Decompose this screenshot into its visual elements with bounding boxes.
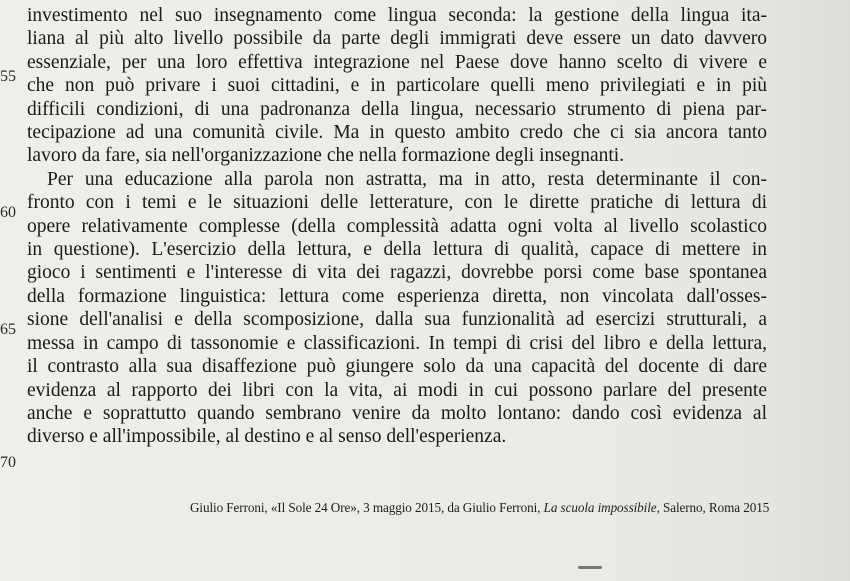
text-line: sione dell'analisi e della scomposizione, dalla sua funzionalità ad esercizi strutturali, a (27, 309, 767, 331)
text-line: della formazione linguistica: lettura come esperienza diretta, non vincolata dall'osses- (27, 285, 767, 307)
citation-book-title: La scuola impossibile (543, 500, 657, 515)
text-line: opere relativamente complesse (della complessità adatta ogni volta al livello scolastico (27, 215, 767, 237)
source-citation (190, 500, 770, 516)
text-line: Per una educazione alla parola non astratta, ma in atto, resta determinante il con- (47, 168, 767, 190)
text-line: il contrasto alla sua disaffezione può giungere solo da una capacità del docente di dare (27, 356, 767, 378)
citation-author-source: Giulio Ferroni, «Il Sole 24 Ore», 3 maggio 2015, da Giulio Ferroni, (190, 500, 544, 515)
body-text (27, 4, 767, 449)
text-line: in questione). L'esercizio della lettura, e della lettura di qualità, capace di mettere in (27, 239, 767, 261)
text-line: evidenza al rapporto dei libri con la vita, ai modi in cui possono parlare del presente (27, 379, 767, 401)
text-line: essenziale, per una loro effettiva integrazione nel Paese dove hanno scelto di vivere e (27, 51, 767, 73)
text-line: lavoro da fare, sia nell'organizzazione che nella formazione degli insegnanti. (27, 145, 625, 167)
text-line: che non può privare i suoi cittadini, e in particolare quelli meno privilegiati e in più (27, 75, 767, 97)
line-number-70: 70 (0, 454, 16, 471)
line-number-65: 65 (0, 321, 16, 338)
page-edge-shadow (770, 0, 850, 581)
citation-publisher: , Salerno, Roma 2015 (656, 500, 770, 515)
text-line: fronto con i temi e le situazioni delle letterature, con le dirette pratiche di lettura di (27, 192, 767, 214)
text-line: anche e soprattutto quando sembrano venire da molto lontano: dando così evidenza al (27, 402, 767, 424)
text-line: messa in campo di tassonomie e classificazioni. In tempi di crisi del libro e della lettura, (27, 332, 767, 354)
scan-mark (578, 566, 602, 569)
text-line: difficili condizioni, di una padronanza della lingua, necessario strumento di piena par- (27, 98, 767, 120)
line-number-60: 60 (0, 204, 16, 221)
text-line: liana al più alto livello possibile da parte degli immigrati deve essere un dato davvero (27, 28, 767, 50)
text-line: tecipazione ad una comunità civile. Ma in questo ambito credo che ci sia ancora tanto (27, 122, 767, 144)
text-line: investimento nel suo insegnamento come lingua seconda: la gestione della lingua ita- (27, 5, 767, 26)
text-line: diverso e all'impossibile, al destino e al senso dell'esperienza. (27, 426, 507, 448)
text-line: gioco i sentimenti e l'interesse di vita dei ragazzi, dovrebbe porsi come base spontanea (27, 262, 767, 284)
line-number-55: 55 (0, 68, 16, 85)
